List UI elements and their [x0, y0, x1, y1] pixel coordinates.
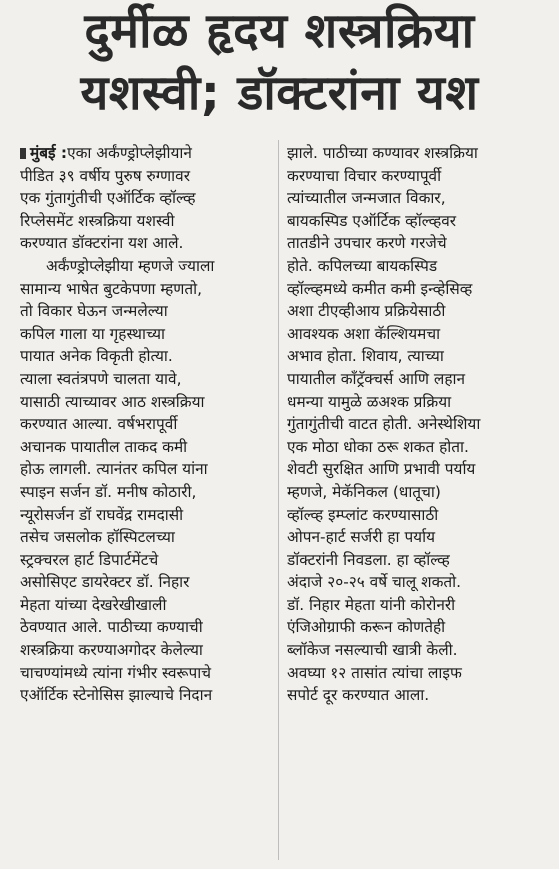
text-line: त्याला स्वतंत्रपणे चालता यावे, [20, 369, 182, 388]
text-line: अचानक पायातील ताकद कमी [20, 437, 188, 456]
text-line: होते. कपिलच्या बायकस्पिड [287, 256, 438, 275]
text-line: डॉ. निहार मेहता यांनी कोरोनरी [287, 595, 456, 614]
text-line: तसेच जसलोक हॉस्पिटलच्या [20, 528, 175, 547]
text-line: स्पाइन सर्जन डॉ. मनीष कोठारी, [20, 482, 197, 501]
text-line: बायकस्पिड एऑर्टिक व्हॉल्व्हवर [287, 211, 457, 230]
text-line: अभाव होता. शिवाय, त्याच्या [287, 347, 444, 366]
text-line: एऑर्टिक स्टेनोसिस झाल्याचे निदान [20, 686, 213, 705]
text-line: होऊ लागली. त्यानंतर कपिल यांना [20, 460, 208, 479]
text-line: अंदाजे २०-२५ वर्षे चालू शकतो. [287, 573, 462, 592]
text-line: करण्याचा विचार करण्यापूर्वी [287, 166, 442, 185]
text-line: पीडित ३९ वर्षीय पुरुष रुग्णावर [20, 166, 190, 185]
dateline: मुंबई : [30, 144, 68, 162]
text-line: स्ट्रक्चरल हार्ट डिपार्टमेंटचे [20, 550, 159, 569]
text-line: शेवटी सुरक्षित आणि प्रभावी पर्याय [287, 460, 476, 479]
text-line: डॉक्टरांनी निवडला. हा व्हॉल्व्ह [287, 550, 450, 569]
text-line: तातडीने उपचार करणे गरजेचे [287, 234, 447, 253]
text-line: एक गुंतागुंतीची एऑर्टिक व्हॉल्व्ह [20, 189, 196, 208]
paragraph-2 [20, 255, 282, 707]
headline-line-2: यशस्वी; डॉक्टरांना यश [80, 65, 479, 121]
text-line: व्हॉल्व्ह इम्प्लांट करण्यासाठी [287, 505, 439, 524]
article-headline [0, 0, 559, 132]
text-line: यासाठी त्याच्यावर आठ शस्त्रक्रिया [20, 392, 205, 411]
text-line: ब्लॉकेज नसल्याची खात्री केली. [287, 641, 458, 660]
text-line: आवश्यक अशा कॅल्शियमचा [287, 324, 441, 343]
text-line: धमन्या यामुळे ळअश्क प्रक्रिया [287, 392, 452, 411]
bullet-square-icon [20, 148, 26, 159]
text-line: व्हॉल्व्हमध्ये कमीत कमी इन्व्हेसिव्ह [287, 279, 473, 298]
text-line: म्हणजे, मेकॅनिकल (धातूचा) [287, 482, 441, 501]
text-line: त्यांच्यातील जन्मजात विकार, [287, 189, 446, 208]
text-line: शस्त्रक्रिया करण्याअगोदर केलेल्या [20, 641, 203, 660]
headline-line-1: दुर्मीळ हृदय शस्त्रक्रिया [84, 3, 475, 59]
text-line: झाले. पाठीच्या कण्यावर शस्त्रक्रिया [287, 144, 478, 162]
text-line: मुंबई :एका अर्कंण्ड्रोप्लेझीयाने [20, 142, 282, 165]
paragraph-3 [287, 142, 549, 707]
text-line: एक मोठा धोका ठरू शकत होता. [287, 437, 469, 456]
text-line: करण्यात डॉक्टरांना यश आले. [20, 234, 184, 253]
text-line: अर्कंण्ड्रोप्लेझीया म्हणजे ज्याला [46, 256, 215, 275]
text-line: पायातील कॉंट्रॅक्चर्स आणि लहान [287, 369, 466, 388]
paragraph-1 [20, 142, 282, 255]
text-line: पायात अनेक विकृती होत्या. [20, 347, 173, 366]
text-line: ओपन-हार्ट सर्जरी हा पर्याय [287, 528, 436, 547]
text-line: सपोर्ट दूर करण्यात आला. [287, 686, 430, 705]
text-line: मेहता यांच्या देखरेखीखाली [20, 595, 167, 614]
article-column-left [20, 142, 282, 707]
text-line: रिप्लेसमेंट शस्त्रक्रिया यशस्वी [20, 211, 175, 230]
text-line: एंजिओग्राफी करून कोणतेही [287, 618, 446, 637]
text-line: गुंतागुंतीची वाटत होती. अनेस्थेशिया [287, 415, 481, 434]
article-column-right [287, 142, 549, 707]
text-line: सामान्य भाषेत बुटकेपणा म्हणतो, [20, 279, 203, 298]
text-line: असोसिएट डायरेक्टर डॉ. निहार [20, 573, 190, 592]
text-line: ठेवण्यात आले. पाठीच्या कण्याची [20, 618, 203, 637]
text-line: अशा टीएव्हीआय प्रक्रियेसाठी [287, 302, 446, 321]
text-line: न्यूरोसर्जन डॉ राघवेंद्र रामदासी [20, 505, 184, 524]
text-line: कपिल गाला या गृहस्थाच्या [20, 324, 165, 343]
text-line: अवघ्या १२ तासांत त्यांचा लाइफ [287, 663, 462, 682]
text-line: करण्यात आल्या. वर्षभरापूर्वी [20, 415, 178, 434]
text-line: तो विकार घेऊन जन्मलेल्या [20, 302, 168, 321]
text-line: चाचण्यांमध्ये त्यांना गंभीर स्वरूपाचे [20, 663, 212, 682]
